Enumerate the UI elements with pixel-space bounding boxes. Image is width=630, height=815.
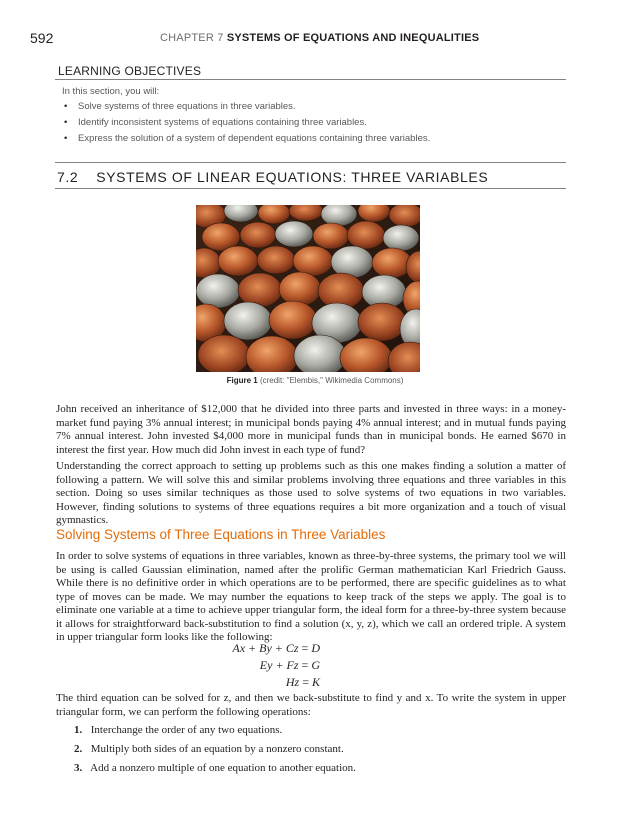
- chapter-label: CHAPTER 7: [160, 32, 224, 44]
- page-number: 592: [30, 30, 54, 46]
- list-item: 3. Add a nonzero multiple of one equation to another equation.: [74, 762, 356, 774]
- bullet-icon: •: [64, 133, 68, 144]
- learning-objectives-list: [62, 100, 430, 148]
- learning-objectives-intro: In this section, you will:: [62, 86, 160, 97]
- section-rule-top: [55, 162, 566, 163]
- equation-row: Hz = K: [285, 675, 320, 689]
- list-item: • Solve systems of three equations in three variables.: [64, 101, 296, 112]
- bullet-icon: •: [64, 117, 68, 128]
- running-head: [160, 32, 479, 44]
- paragraph-intro-problem: John received an inheritance of $12,000 that he divided into three parts and invested in three ways: in a money-market fund paying 3% annual interest; in municipal bonds paying 4% annual interest; and in mutual funds paying 7% annual interest. John invested $4,000 more in municipal funds than in municipal bonds. He earned $670 in interest the first year. How much did John invest in each type of fund?: [56, 403, 566, 456]
- paragraph-back-substitution: The third equation can be solved for z, and then we back-substitute to find y and x. To write the system in upper triangular form, we can perform the following operations:: [56, 692, 566, 718]
- equation-row: Ax + By + Cz = D: [232, 641, 320, 655]
- paragraph-gaussian-elimination: In order to solve systems of equations in three variables, known as three-by-three systems, the primary tool we will be using is called Gaussian elimination, named after the prolific German mathematician Karl Friedrich Gauss. While there is no definitive order in which operations are to be performed, there are specific guidelines as to what type of moves can be made. We may number the equations to keep track of the steps we apply. The goal is to eliminate one variable at a time to achieve upper triangular form, the ideal form for a three-by-three system because it allows for straightforward back-substitution to find a solution (x, y, z), which we call an ordered triple. A system in upper triangular form looks like the following:: [56, 550, 566, 643]
- section-heading: [57, 169, 488, 185]
- bullet-icon: •: [64, 101, 68, 112]
- learning-objectives-rule: [55, 79, 566, 80]
- section-rule-bottom: [55, 188, 566, 189]
- learning-objectives-heading: LEARNING OBJECTIVES: [58, 64, 202, 78]
- upper-triangular-system: [220, 640, 320, 691]
- figure-credit: (credit: "Elembis," Wikimedia Commons): [259, 376, 404, 385]
- subsection-heading: Solving Systems of Three Equations in Three Variables: [56, 527, 386, 542]
- equation-row: Ey + Fz = G: [259, 658, 320, 672]
- section-number: 7.2: [57, 169, 79, 185]
- list-item: 2. Multiply both sides of an equation by a nonzero constant.: [74, 743, 344, 755]
- coins-photo: [196, 205, 420, 372]
- allowed-operations-list: [74, 722, 356, 779]
- figure-caption: [0, 376, 630, 385]
- section-title: SYSTEMS OF LINEAR EQUATIONS: THREE VARIABLES: [96, 169, 489, 185]
- list-item: • Identify inconsistent systems of equations containing three variables.: [64, 117, 367, 128]
- chapter-title: SYSTEMS OF EQUATIONS AND INEQUALITIES: [226, 32, 480, 44]
- list-item: 1. Interchange the order of any two equations.: [74, 724, 283, 736]
- list-item: • Express the solution of a system of dependent equations containing three variables.: [64, 133, 431, 144]
- figure-label: Figure 1: [226, 376, 258, 385]
- paragraph-approach: Understanding the correct approach to setting up problems such as this one makes finding a solution a matter of following a pattern. We will solve this and similar problems involving three equations and three variables in this section. Doing so uses similar techniques as those used to solve systems of two equations in two variables. However, finding solutions to systems of three equations requires a bit more organization and a touch of visual gymnastics.: [56, 460, 566, 526]
